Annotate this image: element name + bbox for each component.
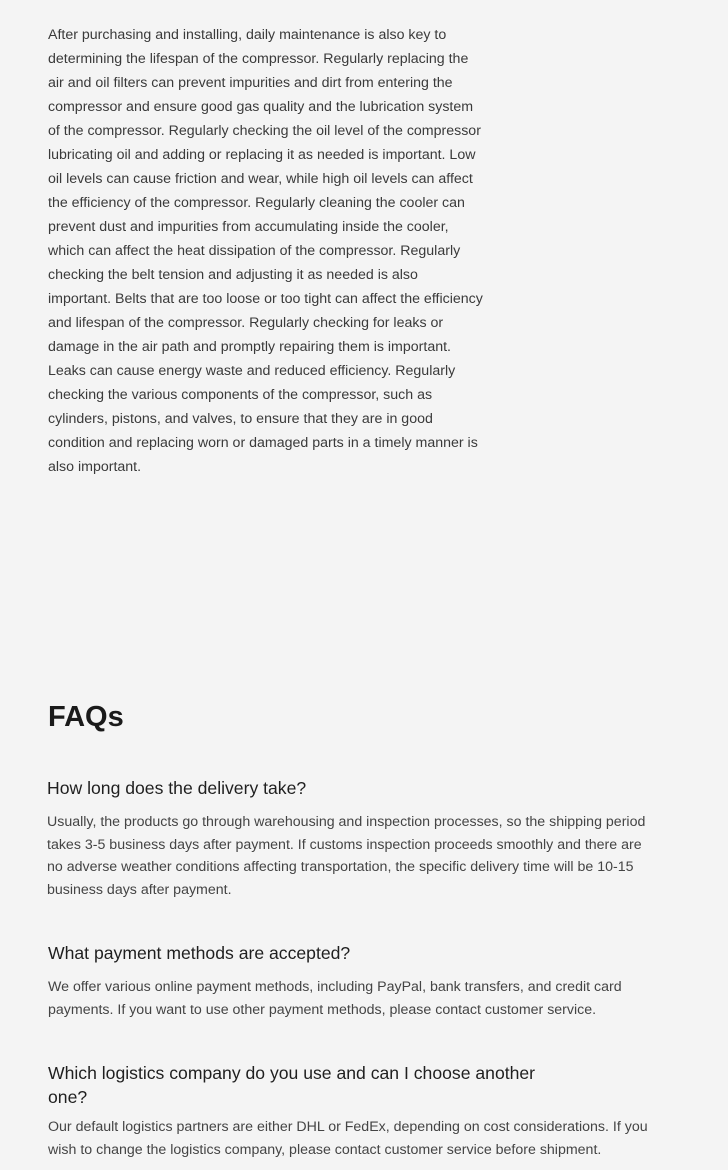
- faq-item: [48, 941, 648, 1021]
- faq-item: [48, 1061, 648, 1161]
- faq-question: How long does the delivery take?: [47, 778, 307, 798]
- faq-section-title: FAQs: [48, 701, 124, 733]
- faq-answer: Usually, the products go through warehousing and inspection processes, so the shipping period takes 3-5 business days after payment. If customs inspection proceeds smoothly and there are no adverse weather conditions affecting transportation, the specific delivery time will be 10-15 business days after payment.: [47, 814, 646, 898]
- faq-answer: We offer various online payment methods, including PayPal, bank transfers, and credit card payments. If you want to use other payment methods, please contact customer service.: [48, 979, 622, 1018]
- faq-item: [47, 776, 647, 901]
- faq-question: Which logistics company do you use and can I choose another one?: [48, 1063, 536, 1107]
- faq-question: What payment methods are accepted?: [48, 943, 351, 963]
- faq-answer: Our default logistics partners are either DHL or FedEx, depending on cost considerations. If you wish to change the logistics company, please contact customer service before shipment.: [48, 1119, 648, 1158]
- maintenance-paragraph: After purchasing and installing, daily maintenance is also key to determining the lifespan of the compressor. Regularly replacing the air and oil filters can prevent impurities and dirt from entering the compressor and ensure good gas quality and the lubrication system of the compressor. Regularly checking the oil level of the compressor lubricating oil and adding or replacing it as needed is important. Low oil levels can cause friction and wear, while high oil levels can affect the efficiency of the compressor. Regularly cleaning the cooler can prevent dust and impurities from accumulating inside the cooler, which can affect the heat dissipation of the compressor. Regularly checking the belt tension and adjusting it as needed is also important. Belts that are too loose or too tight can affect the efficiency and lifespan of the compressor. Regularly checking for leaks or damage in the air path and promptly repairing them is important. Leaks can cause energy waste and reduced efficiency. Regularly checking the various components of the compressor, such as cylinders, pistons, and valves, to ensure that they are in good condition and replacing worn or damaged parts in a timely manner is also important.: [48, 27, 483, 475]
